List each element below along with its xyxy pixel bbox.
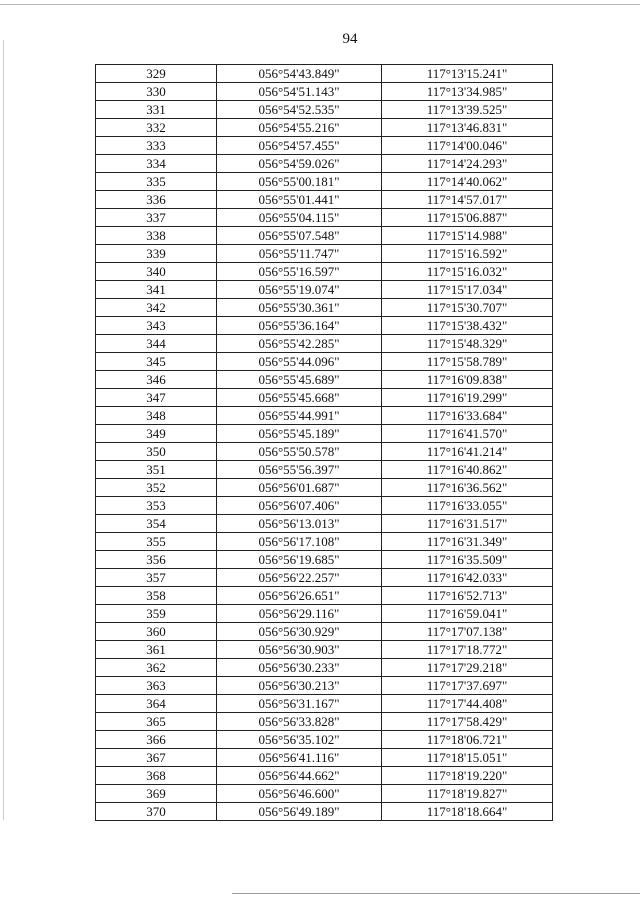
longitude-cell: 117°14'24.293": [382, 155, 553, 173]
point-number-cell: 367: [96, 749, 217, 767]
longitude-cell: 117°17'58.429": [382, 713, 553, 731]
point-number-cell: 347: [96, 389, 217, 407]
latitude-cell: 056°56'46.600": [217, 785, 382, 803]
latitude-cell: 056°55'45.189": [217, 425, 382, 443]
latitude-cell: 056°56'35.102": [217, 731, 382, 749]
table-row: [96, 335, 553, 353]
table-row: [96, 461, 553, 479]
longitude-cell: 117°18'18.664": [382, 803, 553, 821]
point-number-cell: 329: [96, 65, 217, 83]
longitude-cell: 117°16'33.055": [382, 497, 553, 515]
coordinates-table-body: [96, 65, 553, 821]
table-row: [96, 281, 553, 299]
table-row: [96, 83, 553, 101]
point-number-cell: 356: [96, 551, 217, 569]
table-row: [96, 317, 553, 335]
latitude-cell: 056°54'52.535": [217, 101, 382, 119]
longitude-cell: 117°16'33.684": [382, 407, 553, 425]
point-number-cell: 357: [96, 569, 217, 587]
table-row: [96, 677, 553, 695]
longitude-cell: 117°15'16.592": [382, 245, 553, 263]
longitude-cell: 117°14'40.062": [382, 173, 553, 191]
point-number-cell: 349: [96, 425, 217, 443]
latitude-cell: 056°55'19.074": [217, 281, 382, 299]
table-row: [96, 119, 553, 137]
table-row: [96, 767, 553, 785]
table-row: [96, 191, 553, 209]
longitude-cell: 117°16'41.570": [382, 425, 553, 443]
table-row: [96, 245, 553, 263]
latitude-cell: 056°55'30.361": [217, 299, 382, 317]
table-row: [96, 587, 553, 605]
point-number-cell: 331: [96, 101, 217, 119]
latitude-cell: 056°54'59.026": [217, 155, 382, 173]
latitude-cell: 056°55'00.181": [217, 173, 382, 191]
longitude-cell: 117°15'30.707": [382, 299, 553, 317]
latitude-cell: 056°56'49.189": [217, 803, 382, 821]
table-row: [96, 533, 553, 551]
latitude-cell: 056°56'41.116": [217, 749, 382, 767]
point-number-cell: 360: [96, 623, 217, 641]
latitude-cell: 056°55'44.991": [217, 407, 382, 425]
longitude-cell: 117°15'06.887": [382, 209, 553, 227]
longitude-cell: 117°13'15.241": [382, 65, 553, 83]
latitude-cell: 056°56'07.406": [217, 497, 382, 515]
longitude-cell: 117°16'42.033": [382, 569, 553, 587]
longitude-cell: 117°16'40.862": [382, 461, 553, 479]
longitude-cell: 117°15'14.988": [382, 227, 553, 245]
latitude-cell: 056°56'22.257": [217, 569, 382, 587]
point-number-cell: 354: [96, 515, 217, 533]
point-number-cell: 352: [96, 479, 217, 497]
latitude-cell: 056°55'07.548": [217, 227, 382, 245]
latitude-cell: 056°56'30.233": [217, 659, 382, 677]
longitude-cell: 117°18'15.051": [382, 749, 553, 767]
point-number-cell: 355: [96, 533, 217, 551]
table-row: [96, 209, 553, 227]
point-number-cell: 342: [96, 299, 217, 317]
point-number-cell: 351: [96, 461, 217, 479]
latitude-cell: 056°56'13.013": [217, 515, 382, 533]
latitude-cell: 056°56'30.903": [217, 641, 382, 659]
table-row: [96, 641, 553, 659]
table-row: [96, 65, 553, 83]
coordinates-table: [95, 64, 553, 821]
latitude-cell: 056°54'43.849": [217, 65, 382, 83]
longitude-cell: 117°14'57.017": [382, 191, 553, 209]
longitude-cell: 117°16'52.713": [382, 587, 553, 605]
latitude-cell: 056°55'45.668": [217, 389, 382, 407]
table-row: [96, 713, 553, 731]
longitude-cell: 117°17'07.138": [382, 623, 553, 641]
point-number-cell: 338: [96, 227, 217, 245]
longitude-cell: 117°15'48.329": [382, 335, 553, 353]
latitude-cell: 056°54'55.216": [217, 119, 382, 137]
longitude-cell: 117°13'34.985": [382, 83, 553, 101]
table-row: [96, 785, 553, 803]
table-row: [96, 263, 553, 281]
longitude-cell: 117°16'09.838": [382, 371, 553, 389]
top-scan-edge: [0, 4, 640, 5]
table-row: [96, 695, 553, 713]
longitude-cell: 117°15'38.432": [382, 317, 553, 335]
point-number-cell: 366: [96, 731, 217, 749]
point-number-cell: 340: [96, 263, 217, 281]
longitude-cell: 117°14'00.046": [382, 137, 553, 155]
table-row: [96, 443, 553, 461]
latitude-cell: 056°56'26.651": [217, 587, 382, 605]
table-row: [96, 497, 553, 515]
table-row: [96, 551, 553, 569]
latitude-cell: 056°56'31.167": [217, 695, 382, 713]
table-row: [96, 371, 553, 389]
point-number-cell: 369: [96, 785, 217, 803]
longitude-cell: 117°15'16.032": [382, 263, 553, 281]
point-number-cell: 344: [96, 335, 217, 353]
point-number-cell: 348: [96, 407, 217, 425]
point-number-cell: 365: [96, 713, 217, 731]
longitude-cell: 117°17'18.772": [382, 641, 553, 659]
page-number: 94: [342, 31, 358, 47]
point-number-cell: 336: [96, 191, 217, 209]
longitude-cell: 117°13'39.525": [382, 101, 553, 119]
point-number-cell: 362: [96, 659, 217, 677]
point-number-cell: 364: [96, 695, 217, 713]
point-number-cell: 368: [96, 767, 217, 785]
latitude-cell: 056°54'51.143": [217, 83, 382, 101]
latitude-cell: 056°55'42.285": [217, 335, 382, 353]
latitude-cell: 056°55'50.578": [217, 443, 382, 461]
longitude-cell: 117°18'19.827": [382, 785, 553, 803]
longitude-cell: 117°16'36.562": [382, 479, 553, 497]
point-number-cell: 333: [96, 137, 217, 155]
longitude-cell: 117°16'19.299": [382, 389, 553, 407]
longitude-cell: 117°18'19.220": [382, 767, 553, 785]
latitude-cell: 056°56'33.828": [217, 713, 382, 731]
point-number-cell: 350: [96, 443, 217, 461]
latitude-cell: 056°56'30.929": [217, 623, 382, 641]
longitude-cell: 117°16'31.517": [382, 515, 553, 533]
table-row: [96, 425, 553, 443]
latitude-cell: 056°55'11.747": [217, 245, 382, 263]
point-number-cell: 345: [96, 353, 217, 371]
point-number-cell: 330: [96, 83, 217, 101]
point-number-cell: 337: [96, 209, 217, 227]
longitude-cell: 117°15'58.789": [382, 353, 553, 371]
longitude-cell: 117°16'35.509": [382, 551, 553, 569]
latitude-cell: 056°55'16.597": [217, 263, 382, 281]
latitude-cell: 056°56'30.213": [217, 677, 382, 695]
table-row: [96, 101, 553, 119]
longitude-cell: 117°16'31.349": [382, 533, 553, 551]
latitude-cell: 056°55'45.689": [217, 371, 382, 389]
point-number-cell: 334: [96, 155, 217, 173]
left-scan-edge: [3, 40, 4, 820]
table-row: [96, 227, 553, 245]
longitude-cell: 117°17'29.218": [382, 659, 553, 677]
table-row: [96, 299, 553, 317]
point-number-cell: 332: [96, 119, 217, 137]
point-number-cell: 353: [96, 497, 217, 515]
longitude-cell: 117°16'59.041": [382, 605, 553, 623]
table-row: [96, 155, 553, 173]
point-number-cell: 358: [96, 587, 217, 605]
table-row: [96, 515, 553, 533]
latitude-cell: 056°56'01.687": [217, 479, 382, 497]
latitude-cell: 056°55'56.397": [217, 461, 382, 479]
table-row: [96, 569, 553, 587]
longitude-cell: 117°15'17.034": [382, 281, 553, 299]
table-row: [96, 623, 553, 641]
longitude-cell: 117°17'37.697": [382, 677, 553, 695]
latitude-cell: 056°54'57.455": [217, 137, 382, 155]
point-number-cell: 339: [96, 245, 217, 263]
longitude-cell: 117°17'44.408": [382, 695, 553, 713]
point-number-cell: 341: [96, 281, 217, 299]
point-number-cell: 361: [96, 641, 217, 659]
point-number-cell: 343: [96, 317, 217, 335]
table-row: [96, 173, 553, 191]
latitude-cell: 056°55'04.115": [217, 209, 382, 227]
point-number-cell: 346: [96, 371, 217, 389]
table-row: [96, 749, 553, 767]
latitude-cell: 056°56'29.116": [217, 605, 382, 623]
table-row: [96, 605, 553, 623]
table-row: [96, 731, 553, 749]
latitude-cell: 056°55'36.164": [217, 317, 382, 335]
point-number-cell: 335: [96, 173, 217, 191]
latitude-cell: 056°55'44.096": [217, 353, 382, 371]
latitude-cell: 056°55'01.441": [217, 191, 382, 209]
table-row: [96, 803, 553, 821]
table-row: [96, 389, 553, 407]
bottom-scan-edge: [232, 893, 640, 894]
point-number-cell: 370: [96, 803, 217, 821]
point-number-cell: 359: [96, 605, 217, 623]
latitude-cell: 056°56'44.662": [217, 767, 382, 785]
latitude-cell: 056°56'19.685": [217, 551, 382, 569]
table-row: [96, 659, 553, 677]
table-row: [96, 353, 553, 371]
latitude-cell: 056°56'17.108": [217, 533, 382, 551]
longitude-cell: 117°16'41.214": [382, 443, 553, 461]
point-number-cell: 363: [96, 677, 217, 695]
longitude-cell: 117°18'06.721": [382, 731, 553, 749]
table-row: [96, 407, 553, 425]
longitude-cell: 117°13'46.831": [382, 119, 553, 137]
table-row: [96, 137, 553, 155]
table-row: [96, 479, 553, 497]
